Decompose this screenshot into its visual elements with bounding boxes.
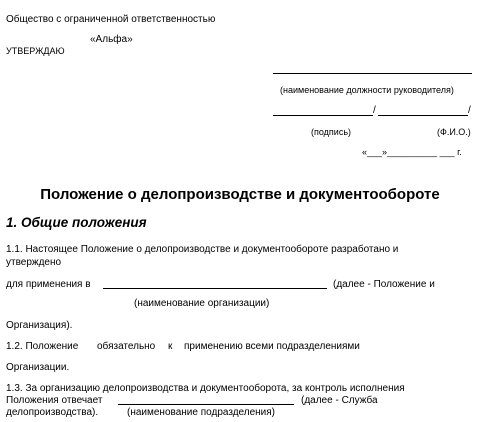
- apply-prefix: для применения в: [6, 279, 91, 290]
- paragraph-1-2-d: применению всеми подразделениями: [184, 341, 360, 352]
- document-title: Положение о делопроизводстве и документообороте: [40, 186, 440, 203]
- paragraph-1-1-line1: 1.1. Настоящее Положение о делопроизводстве и документообороте разработано и: [6, 244, 399, 255]
- org-name: «Альфа»: [90, 34, 133, 45]
- apply-suffix: (далее - Положение и: [333, 279, 435, 290]
- paragraph-1-2-line2: Организации.: [6, 362, 70, 373]
- dept-caption: (наименование подразделения): [127, 407, 276, 418]
- fio-caption: (Ф.И.О.): [437, 127, 471, 137]
- paragraph-1-3-suffix: (далее - Служба: [301, 395, 378, 406]
- slash-1: /: [373, 105, 376, 116]
- slash-2: /: [468, 105, 471, 116]
- position-caption: (наименование должности руководителя): [280, 85, 454, 95]
- position-line: [273, 73, 472, 74]
- dept-line: [118, 404, 294, 405]
- approve-label: УТВЕРЖДАЮ: [6, 46, 65, 56]
- org-caption: (наименование организации): [134, 298, 270, 309]
- paragraph-1-3-line3: делопроизводства).: [6, 407, 99, 418]
- section-heading: 1. Общие положения: [6, 215, 147, 230]
- paragraph-1-2-b: обязательно: [97, 341, 156, 352]
- paragraph-1-2-a: 1.2. Положение: [6, 341, 79, 352]
- org-type: Общество с ограниченной ответственностью: [6, 14, 216, 25]
- org-name-line: [103, 288, 327, 289]
- paragraph-1-1-line2: утверждено: [6, 257, 62, 268]
- paragraph-1-3-line1: 1.3. За организацию делопроизводства и документооборота, за контроль исполнения: [6, 383, 405, 394]
- signature-line: [273, 115, 373, 116]
- paragraph-1-3-prefix: Положения отвечает: [6, 395, 103, 406]
- paragraph-org: Организация).: [6, 320, 73, 331]
- signature-caption: (подпись): [311, 127, 352, 137]
- paragraph-1-2-c: к: [168, 341, 173, 352]
- fio-line: [378, 115, 468, 116]
- date-line: «___»__________ ___ г.: [362, 147, 462, 157]
